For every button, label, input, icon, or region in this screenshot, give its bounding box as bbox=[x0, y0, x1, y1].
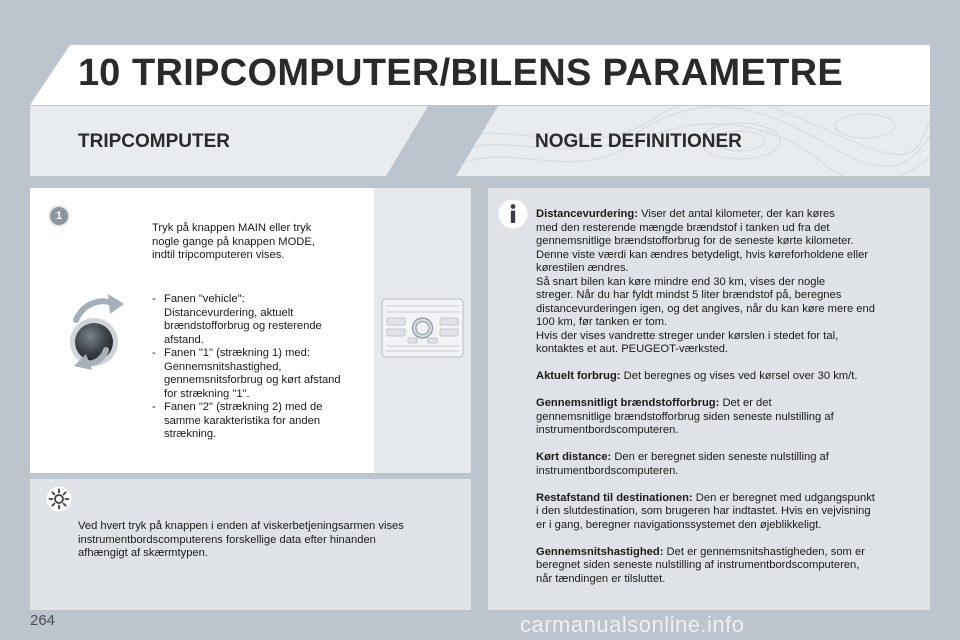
bullet-line: Distancevurdering, aktuelt bbox=[164, 306, 294, 319]
bullet-line: afstand. bbox=[164, 333, 204, 346]
bullet-line: Gennemsnitshastighed, bbox=[164, 360, 282, 373]
tab-item-trip-1 bbox=[152, 347, 372, 401]
definition-line: i den slutdestination, som brugeren har indtastet. Hvis en vejvisning bbox=[536, 505, 871, 517]
intro-line: nogle gange på knappen MODE, bbox=[152, 235, 315, 248]
definition-line: med den resterende mængde brændstof i tanken ud fra det bbox=[536, 221, 830, 234]
bullet-line: - Fanen "vehicle": bbox=[164, 293, 245, 305]
definition-distance-driven bbox=[536, 451, 921, 478]
definition-line: gennemsnitlige brændstofforbrug for de seneste kørte kilometer. bbox=[536, 235, 854, 247]
definition-line: 100 km, før tanken er tom. bbox=[536, 316, 668, 328]
definition-term: Gennemsnitshastighed: bbox=[536, 545, 664, 558]
definition-term: Gennemsnitligt brændstofforbrug: bbox=[536, 397, 720, 409]
definition-line: Det beregnes og vises ved kørsel over 30 km/t. bbox=[620, 370, 858, 382]
tip-line: Ved hvert tryk på knappen i enden af viskerbetjeningsarmen vises bbox=[78, 520, 404, 532]
definition-remaining-distance bbox=[536, 492, 921, 533]
bullet-line: gennemsnitsforbrug og kørt afstand bbox=[164, 374, 341, 386]
definition-line: Den er beregnet med udgangspunkt bbox=[692, 491, 875, 504]
definition-line: streger. Når du har fyldt mindst 5 liter brændstof på, beregnes bbox=[536, 289, 842, 301]
definition-line: kørestilen ændres. bbox=[536, 262, 629, 274]
definition-average-consumption bbox=[536, 397, 921, 438]
section-title-tripcomputer: TRIPCOMPUTER bbox=[78, 131, 230, 152]
definitions-list bbox=[536, 208, 921, 600]
definition-average-speed bbox=[536, 546, 921, 587]
info-icon bbox=[498, 199, 528, 229]
tab-item-trip-2 bbox=[152, 401, 372, 442]
definition-line: Viser det antal kilometer, der kan køres bbox=[637, 208, 835, 220]
definition-term: Distancevurdering: bbox=[536, 208, 638, 220]
tip-text bbox=[78, 520, 458, 561]
definition-distance-estimate bbox=[536, 208, 921, 357]
bullet-line: samme karakteristika for anden bbox=[164, 414, 321, 427]
center-console-illustration bbox=[381, 298, 464, 358]
tip-line: afhængigt af skærmtypen. bbox=[78, 547, 208, 559]
instruction-text bbox=[152, 222, 372, 263]
definition-line: kontaktes et aut. PEUGEOT-værksted. bbox=[536, 343, 729, 355]
definition-line: distancevurderingen igen, og det angives, når du kan køre mere end bbox=[536, 302, 875, 315]
intro-line: indtil tripcomputeren vises. bbox=[152, 249, 285, 261]
definition-term: Aktuelt forbrug: bbox=[536, 370, 621, 382]
definition-line: instrumentbordscomputeren. bbox=[536, 424, 679, 436]
definition-line: gennemsnitlige brændstofforbrug siden seneste nulstilling af bbox=[536, 410, 834, 423]
header-corner-cut bbox=[30, 45, 70, 105]
bullet-line: - Fanen "2" (strækning 2) med de bbox=[164, 401, 323, 413]
tab-item-vehicle bbox=[152, 293, 372, 347]
chapter-number: 10 bbox=[78, 52, 121, 94]
tab-list bbox=[152, 293, 372, 442]
bullet-line: - Fanen "1" (strækning 1) med: bbox=[164, 347, 310, 359]
bullet-line: brændstofforbrug og resterende bbox=[164, 320, 322, 332]
definition-current-consumption bbox=[536, 370, 921, 384]
page-number: 264 bbox=[30, 612, 56, 629]
definition-term: Kørt distance: bbox=[536, 451, 612, 463]
definition-line: Så snart bilen kan køre mindre end 30 km, vises der nogle bbox=[536, 275, 826, 288]
section-title-definitions: NOGLE DEFINITIONER bbox=[535, 131, 742, 152]
intro-line: Tryk på knappen MAIN eller tryk bbox=[152, 222, 312, 234]
bullet-line: for strækning "1". bbox=[164, 387, 250, 400]
definition-line: Det er gennemsnitshastigheden, som er bbox=[663, 545, 865, 558]
definition-line: er i gang, beregner navigationssystemet den øjeblikkeligt. bbox=[536, 518, 822, 531]
sun-tip-icon bbox=[46, 486, 72, 512]
definition-line: beregnet siden seneste nulstilling af instrumentbordscomputeren, bbox=[536, 559, 860, 571]
definition-line: Hvis der vises vandrette streger under kørslen i stedet for tal, bbox=[536, 329, 839, 342]
chapter-title: TRIPCOMPUTER/BILENS PARAMETRE bbox=[132, 52, 844, 94]
definition-line: Den er beregnet siden seneste nulstilling af bbox=[611, 451, 829, 463]
tip-line: instrumentbordscomputerens forskellige data efter hinanden bbox=[78, 533, 376, 546]
definition-term: Restafstand til destinationen: bbox=[536, 491, 693, 504]
definition-line: instrumentbordscomputeren. bbox=[536, 464, 679, 477]
definition-line: Denne viste værdi kan ændres betydeligt, hvis køreforholdene eller bbox=[536, 248, 869, 261]
definition-line: når tændingen er tilsluttet. bbox=[536, 572, 666, 585]
watermark: carmanualsonline.info bbox=[520, 612, 745, 637]
bullet-line: strækning. bbox=[164, 428, 217, 440]
rotary-knob-icon bbox=[62, 292, 132, 372]
step-number-badge: 1 bbox=[48, 205, 70, 227]
definition-line: Det er det bbox=[719, 397, 772, 409]
